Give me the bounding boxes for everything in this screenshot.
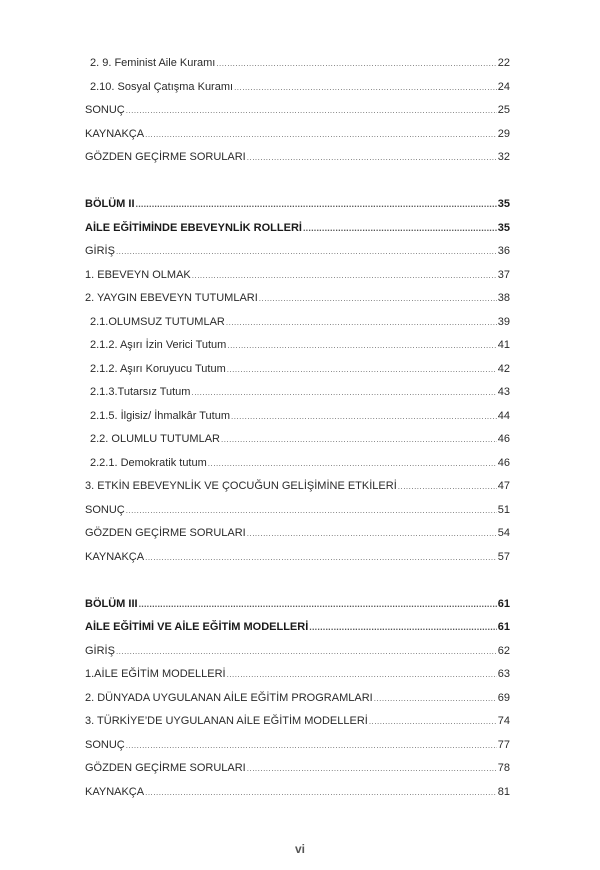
dot-leader: [208, 452, 497, 476]
dot-leader: [231, 405, 497, 429]
toc-entry[interactable]: [85, 240, 510, 264]
toc-entry-title: 2.1.2. Aşırı İzin Verici Tutum: [90, 339, 227, 351]
toc-entry-title: 2. 9. Feminist Aile Kuramı: [90, 57, 216, 69]
dot-leader: [126, 734, 497, 758]
toc-entry[interactable]: [85, 452, 510, 476]
dot-leader: [221, 428, 497, 452]
dot-leader: [227, 334, 496, 358]
toc-entry-title: GÖZDEN GEÇİRME SORULARI: [85, 762, 246, 774]
dot-leader: [126, 99, 497, 123]
toc-entry-page: 32: [497, 151, 510, 163]
toc-entry[interactable]: [85, 334, 510, 358]
dot-leader: [136, 193, 497, 217]
toc-entry-title: 1. EBEVEYN OLMAK: [85, 268, 191, 281]
section-gap: [85, 170, 510, 194]
dot-leader: [145, 781, 497, 805]
dot-leader: [226, 311, 497, 335]
toc-entry[interactable]: [85, 734, 510, 758]
dot-leader: [247, 757, 497, 781]
toc-entry-page: 38: [497, 292, 510, 304]
toc-entry-title: AİLE EĞİTİMİNDE EBEVEYNLİK ROLLERİ: [85, 221, 302, 234]
toc-entry-title: 2.1.2. Aşırı Koruyucu Tutum: [90, 362, 226, 375]
toc-section-chapter-3: [85, 593, 510, 805]
toc-entry[interactable]: [85, 146, 510, 170]
toc-entry[interactable]: [85, 499, 510, 523]
toc-entry[interactable]: [85, 640, 510, 664]
toc-entry-page: 77: [497, 738, 510, 751]
toc-entry-page: 47: [497, 480, 510, 492]
toc-entry[interactable]: [85, 475, 510, 499]
toc-entry-page: 46: [497, 456, 510, 469]
toc-entry[interactable]: [85, 358, 510, 382]
toc-entry-title: SONUÇ: [85, 738, 125, 751]
toc-entry-title: GÖZDEN GEÇİRME SORULARI: [85, 527, 246, 539]
toc-entry-title: 3. TÜRKİYE’DE UYGULANAN AİLE EĞİTİM MODELLERİ: [85, 715, 368, 727]
toc-entry[interactable]: [85, 217, 510, 241]
toc-entry[interactable]: [85, 264, 510, 288]
dot-leader: [309, 616, 496, 640]
toc-entry[interactable]: [85, 311, 510, 335]
toc-section-chapter-1-end: [85, 52, 510, 170]
dot-leader: [126, 499, 497, 523]
toc-entry-page: 25: [497, 104, 510, 116]
toc-entry-page: 62: [497, 644, 510, 657]
toc-entry[interactable]: [85, 123, 510, 147]
toc-entry-page: 41: [497, 339, 510, 351]
dot-leader: [227, 358, 497, 382]
toc-entry-page: 39: [497, 315, 510, 328]
toc-entry-page: 54: [497, 527, 510, 539]
table-of-contents: [85, 52, 510, 804]
toc-entry[interactable]: [85, 428, 510, 452]
dot-leader: [369, 710, 497, 734]
toc-entry[interactable]: [85, 193, 510, 217]
toc-entry-title: BÖLÜM II: [85, 198, 135, 210]
toc-entry-title: 2.2.1. Demokratik tutum: [90, 456, 207, 469]
toc-entry-page: 36: [497, 245, 510, 257]
toc-entry-title: 2. YAYGIN EBEVEYN TUTUMLARI: [85, 292, 258, 304]
toc-entry[interactable]: [85, 616, 510, 640]
toc-entry[interactable]: [85, 522, 510, 546]
toc-entry-page: 69: [497, 691, 510, 704]
toc-entry-page: 78: [497, 762, 510, 774]
page-number: vi: [294, 842, 305, 856]
toc-entry-page: 35: [497, 198, 510, 210]
toc-entry-page: 63: [497, 668, 510, 680]
dot-leader: [216, 52, 496, 76]
toc-entry-title: SONUÇ: [85, 104, 125, 116]
toc-entry-page: 57: [497, 550, 510, 563]
toc-entry[interactable]: [85, 757, 510, 781]
toc-entry-title: 1.AİLE EĞİTİM MODELLERİ: [85, 668, 226, 680]
dot-leader: [398, 475, 497, 499]
toc-entry-title: GİRİŞ: [85, 644, 115, 657]
toc-entry-page: 35: [497, 221, 510, 234]
toc-entry-title: 2. DÜNYADA UYGULANAN AİLE EĞİTİM PROGRAMLARI: [85, 691, 373, 704]
toc-entry-page: 81: [497, 785, 510, 798]
dot-leader: [303, 217, 497, 241]
toc-entry-page: 37: [497, 268, 510, 281]
toc-entry[interactable]: [85, 99, 510, 123]
toc-entry[interactable]: [85, 405, 510, 429]
dot-leader: [116, 240, 497, 264]
toc-entry-title: GİRİŞ: [85, 245, 115, 257]
toc-entry-page: 61: [497, 621, 510, 633]
toc-entry-page: 51: [497, 503, 510, 516]
toc-entry[interactable]: [85, 710, 510, 734]
toc-entry-title: 2.1.3.Tutarsız Tutum: [90, 386, 191, 398]
toc-section-chapter-2: [85, 193, 510, 569]
toc-entry-page: 24: [497, 80, 510, 93]
dot-leader: [145, 123, 497, 147]
toc-entry[interactable]: [85, 546, 510, 570]
toc-entry-title: AİLE EĞİTİMİ VE AİLE EĞİTİM MODELLERİ: [85, 621, 309, 633]
toc-entry[interactable]: [85, 287, 510, 311]
toc-entry[interactable]: [85, 663, 510, 687]
toc-entry-title: 2.1.OLUMSUZ TUTUMLAR: [90, 315, 225, 328]
dot-leader: [374, 687, 497, 711]
toc-entry[interactable]: [85, 687, 510, 711]
toc-entry-title: 2.2. OLUMLU TUTUMLAR: [90, 433, 220, 445]
toc-entry-title: SONUÇ: [85, 503, 125, 516]
toc-entry-page: 42: [497, 362, 510, 375]
toc-entry-title: KAYNAKÇA: [85, 127, 145, 140]
dot-leader: [145, 546, 497, 570]
dot-leader: [247, 522, 497, 546]
toc-entry-page: 44: [497, 409, 510, 422]
toc-entry-page: 43: [497, 386, 510, 398]
toc-entry-title: KAYNAKÇA: [85, 785, 145, 798]
dot-leader: [234, 76, 497, 100]
toc-entry-title: KAYNAKÇA: [85, 550, 145, 563]
toc-entry-page: 74: [497, 715, 510, 727]
toc-entry-title: BÖLÜM III: [85, 597, 138, 610]
dot-leader: [191, 381, 496, 405]
dot-leader: [247, 146, 497, 170]
section-gap: [85, 569, 510, 593]
dot-leader: [192, 264, 497, 288]
toc-entry-page: 46: [497, 433, 510, 445]
toc-entry-title: 3. ETKİN EBEVEYNLİK VE ÇOCUĞUN GELİŞİMİNE ETKİLERİ: [85, 480, 397, 492]
toc-entry[interactable]: [85, 52, 510, 76]
toc-entry-title: 2.10. Sosyal Çatışma Kuramı: [90, 80, 234, 93]
toc-entry-title: 2.1.5. İlgisiz/ İhmalkâr Tutum: [90, 409, 230, 422]
toc-entry[interactable]: [85, 76, 510, 100]
toc-entry[interactable]: [85, 781, 510, 805]
dot-leader: [116, 640, 497, 664]
toc-entry[interactable]: [85, 381, 510, 405]
dot-leader: [259, 287, 497, 311]
dot-leader: [227, 663, 497, 687]
toc-entry-title: GÖZDEN GEÇİRME SORULARI: [85, 151, 246, 163]
dot-leader: [139, 593, 497, 617]
toc-entry-page: 29: [497, 127, 510, 140]
toc-entry[interactable]: [85, 593, 510, 617]
toc-entry-page: 61: [497, 597, 510, 610]
toc-entry-page: 22: [497, 57, 510, 69]
